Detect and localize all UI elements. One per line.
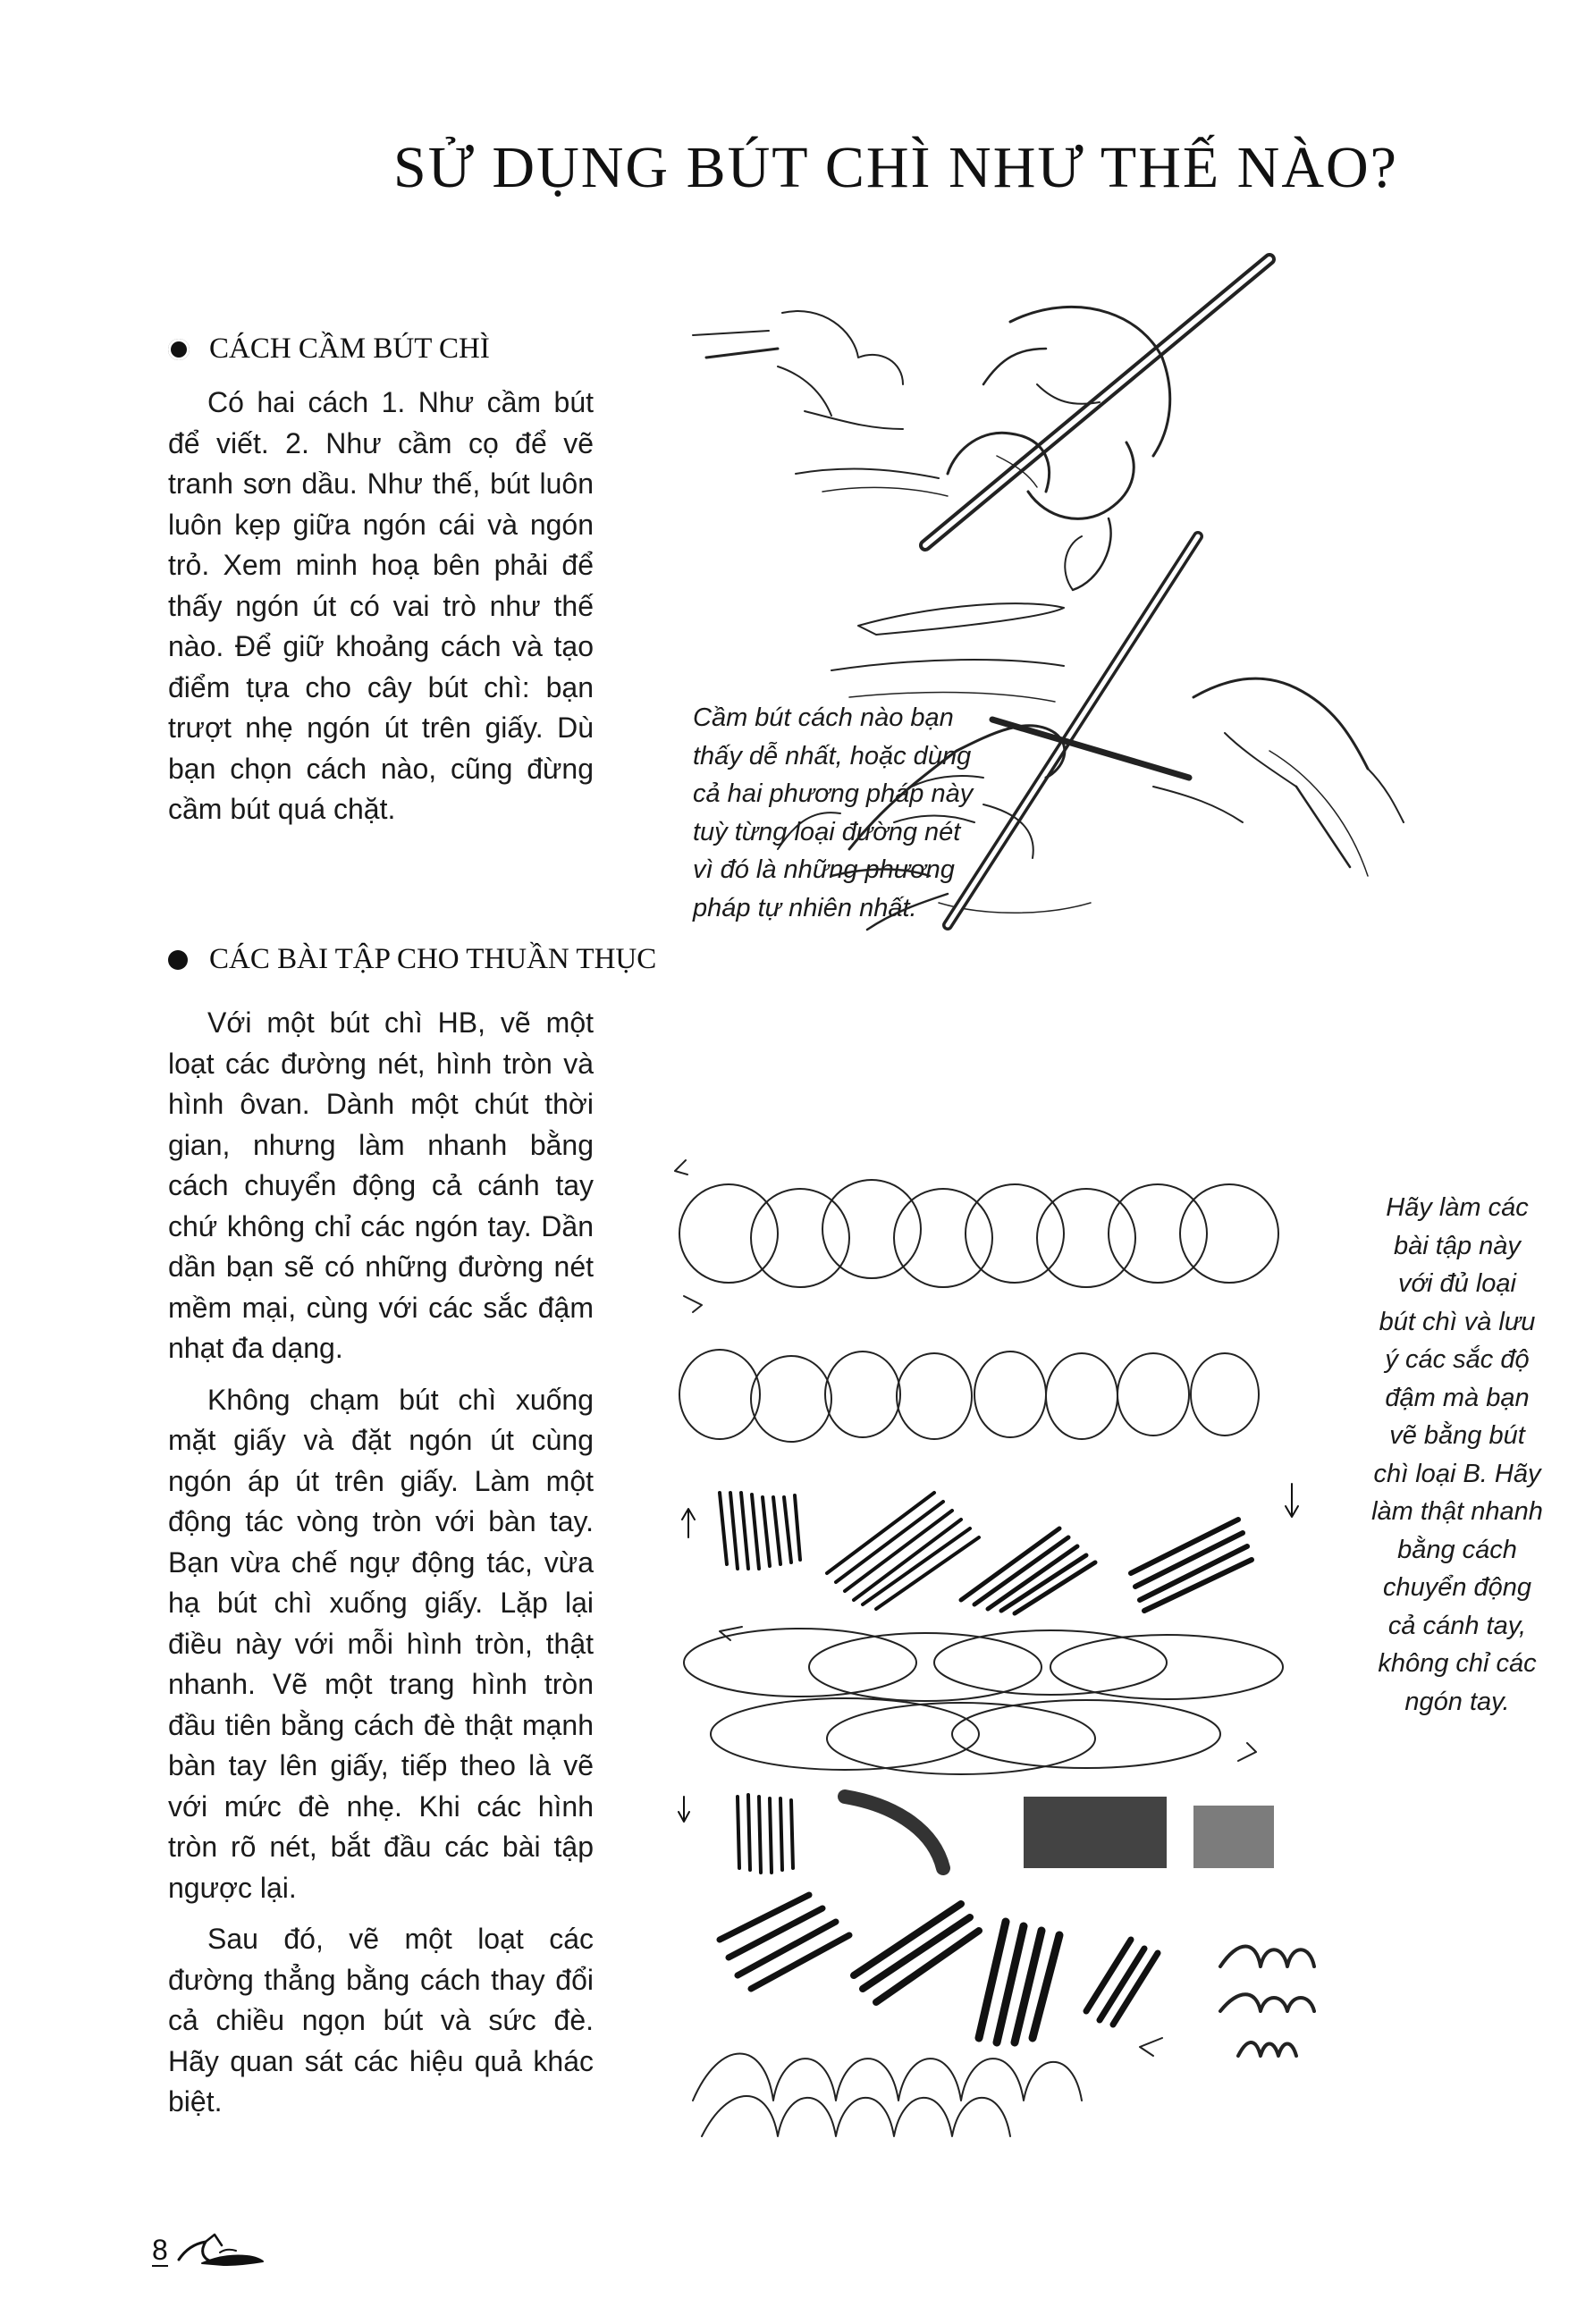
caption-line: không chỉ các bbox=[1378, 1649, 1537, 1678]
caption-line: vì đó là những phương bbox=[693, 855, 955, 884]
section-body-exercises bbox=[168, 1003, 594, 2123]
caption-line: Cầm bút cách nào bạn bbox=[693, 703, 954, 732]
caption-line: với đủ loại bbox=[1398, 1269, 1516, 1298]
dot-bullet-icon bbox=[168, 950, 188, 970]
hatching-row bbox=[682, 1484, 1298, 1613]
section-heading-text: CÁCH CẦM BÚT CHÌ bbox=[209, 333, 490, 365]
section-heading-exercises bbox=[168, 943, 656, 976]
section-heading-text: CÁC BÀI TẬP CHO THUẦN THỤC bbox=[209, 943, 657, 975]
diagonal-strokes-row bbox=[720, 1895, 1158, 2042]
oval-row bbox=[684, 1627, 1283, 1774]
caption-line: bài tập này bbox=[1394, 1231, 1521, 1260]
caption-line: thấy dễ nhất, hoặc dùng bbox=[693, 741, 972, 770]
shading-row bbox=[679, 1795, 1274, 1873]
section-body-holding-pencil bbox=[168, 383, 594, 830]
paragraph: Có hai cách 1. Như cầm bút để viết. 2. Như cầm cọ để vẽ tranh sơn dầu. Như thế, bút luôn luôn kẹp giữa ngón cái và ngón trỏ. Xem minh hoạ bên phải để thấy ngón út có vai trò như thế nào. Để giữ khoảng cách và tạo điểm tựa cho cây bút chì: bạn trượt nhẹ ngón út trên giấy. Dù bạn chọn cách nào, cũng đừng cầm bút quá chặt. bbox=[168, 386, 594, 825]
pencil-exercise-strokes-sketch bbox=[666, 1153, 1345, 2208]
caption-line: tuỳ từng loại đường nét bbox=[693, 817, 961, 846]
caption-line: bút chì và lưu bbox=[1379, 1307, 1536, 1336]
caption-line: Hãy làm các bbox=[1386, 1193, 1529, 1222]
caption-line: chuyển động bbox=[1382, 1573, 1532, 1602]
pencil-holding-hands-sketch bbox=[688, 250, 1577, 1108]
caption-line: ngón tay. bbox=[1404, 1687, 1510, 1716]
caption-line: vẽ bằng bút bbox=[1389, 1421, 1525, 1450]
page-title: SỬ DỤNG BÚT CHÌ NHƯ THẾ NÀO? bbox=[393, 135, 1398, 200]
circle-row-loops bbox=[679, 1350, 1259, 1442]
paragraph: Với một bút chì HB, vẽ một loạt các đường nét, hình tròn và hình ôvan. Dành một chút thời gian, nhưng làm nhanh bằng cách chuyển động cả cánh tay chứ không chỉ các ngón tay. Dần dần bạn sẽ có những đường nét mềm mại, cùng với các sắc đậm nhạt đa dạng. bbox=[168, 1006, 594, 1364]
caption-exercises bbox=[1354, 1189, 1560, 1721]
scribble-row bbox=[693, 1947, 1314, 2137]
caption-line: bằng cách bbox=[1397, 1535, 1517, 1564]
paragraph: Không chạm bút chì xuống mặt giấy và đặt ngón út cùng ngón áp út trên giấy. Làm một động tác vòng tròn với bàn tay. Bạn vừa chế ngự động tác, vừa hạ bút chì xuống giấy. Lặp lại điều này với mỗi hình tròn, thật nhanh. Vẽ một trang hình tròn đầu tiên bằng cách đè thật mạnh bàn tay lên giấy, tiếp theo là vẽ với mức đè nhẹ. Khi các hình tròn rõ nét, bắt đầu các bài tập ngược lại. bbox=[168, 1383, 594, 1904]
pencil-ornament-icon bbox=[175, 2226, 265, 2270]
section-heading-holding-pencil bbox=[168, 333, 490, 366]
caption-line: cả cánh tay, bbox=[1387, 1611, 1527, 1640]
caption-line: pháp tự nhiên nhất. bbox=[693, 893, 917, 922]
caption-line: ý các sắc độ bbox=[1385, 1345, 1530, 1374]
circle-row-light bbox=[675, 1160, 1278, 1312]
caption-line: chì loại B. Hãy bbox=[1373, 1459, 1541, 1488]
caption-line: đậm mà bạn bbox=[1385, 1383, 1530, 1412]
caption-line: làm thật nhanh bbox=[1371, 1497, 1543, 1526]
upper-hand-sketch bbox=[693, 259, 1269, 913]
flower-bullet-icon bbox=[168, 339, 190, 360]
page-number: 8 bbox=[152, 2234, 168, 2266]
caption-line: cả hai phương pháp này bbox=[693, 779, 974, 808]
paragraph: Sau đó, vẽ một loạt các đường thẳng bằng cách thay đổi cả chiều ngọn bút và sức đè. Hãy quan sát các hiệu quả khác biệt. bbox=[168, 1923, 594, 2118]
lower-hand-sketch bbox=[778, 536, 1404, 930]
